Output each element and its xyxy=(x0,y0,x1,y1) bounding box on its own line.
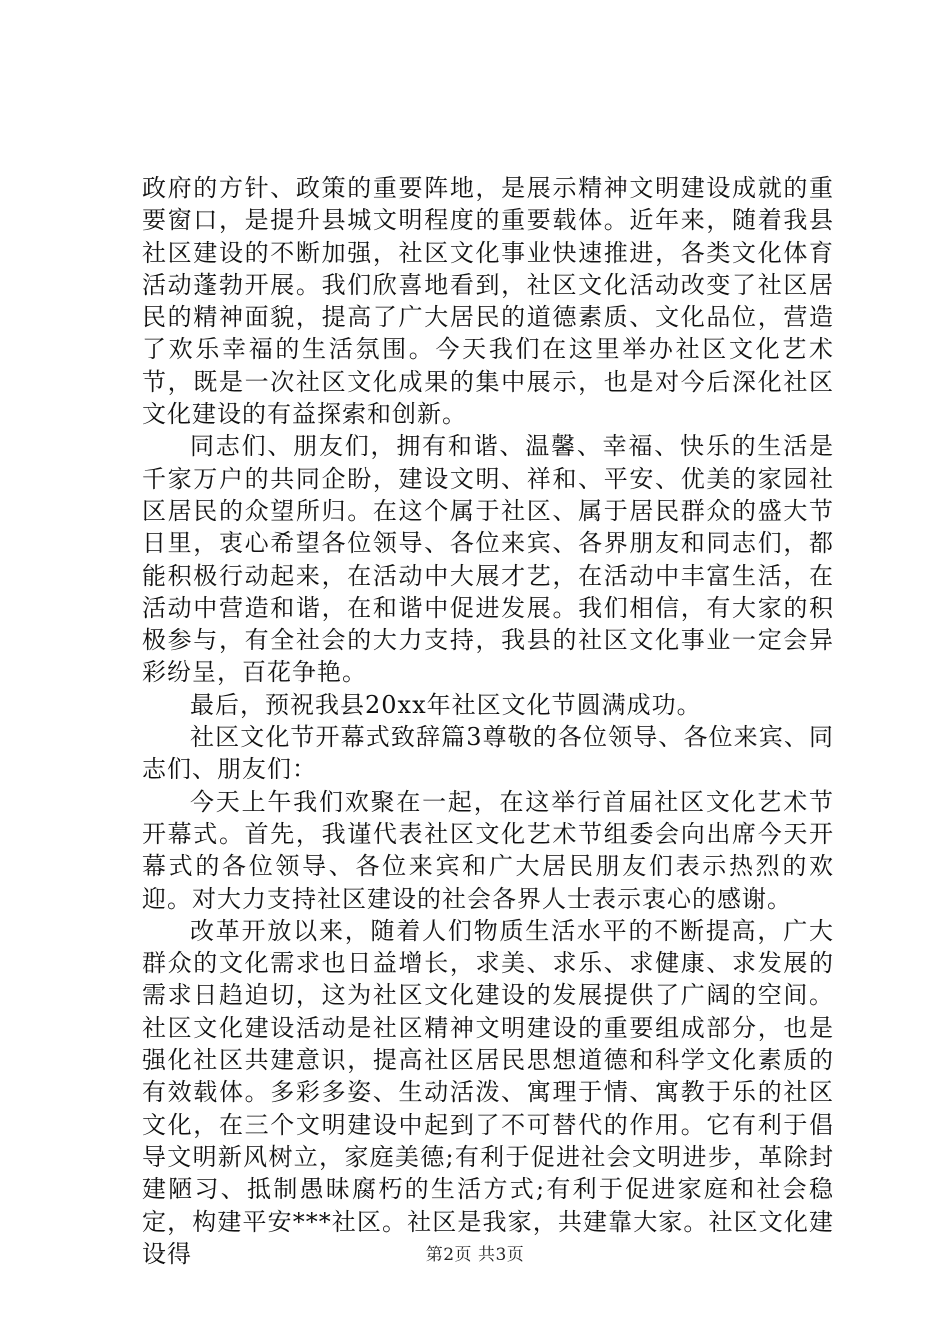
paragraph-greeting: 同志们、朋友们，拥有和谐、温馨、幸福、快乐的生活是千家万户的共同企盼，建设文明、祥和、平安、优美的家园社区居民的众望所归。在这个属于社区、属于居民群众的盛大节日里，衷心希望各位领导、各位来宾、各界朋友和同志们，都能积极行动起来，在活动中大展才艺，在活动中丰富生活，在活动中营造和谐，在和谐中促进发展。我们相信，有大家的积极参与，有全社会的大力支持，我县的社区文化事业一定会异彩纷呈，百花争艳。 xyxy=(142,432,834,687)
document-body xyxy=(142,172,834,1270)
paragraph-welcome: 今天上午我们欢聚在一起，在这举行首届社区文化艺术节开幕式。首先，我谨代表社区文化艺术节组委会向出席今天开幕式的各位领导、各位来宾和广大居民朋友们表示热烈的欢迎。对大力支持社区建设的社会各界人士表示衷心的感谢。 xyxy=(142,787,834,913)
paragraph-continuation: 政府的方针、政策的重要阵地，是展示精神文明建设成就的重要窗口，是提升县城文明程度的重要载体。近年来，随着我县社区建设的不断加强，社区文化事业快速推进，各类文化体育活动蓬勃开展。我们欣喜地看到，社区文化活动改变了社区居民的精神面貌，提高了广大居民的道德素质、文化品位，营造了欢乐幸福的生活氛围。今天我们在这里举办社区文化艺术节，既是一次社区文化成果的集中展示，也是对今后深化社区文化建设的有益探索和创新。 xyxy=(142,174,834,429)
paragraph-closing-wish: 最后，预祝我县20xx年社区文化节圆满成功。 xyxy=(190,690,702,719)
page-footer: 第2页 共3页 xyxy=(425,1245,525,1265)
paragraph-reform: 改革开放以来，随着人们物质生活水平的不断提高，广大群众的文化需求也日益增长，求美、求乐、求健康、求发展的需求日趋迫切，这为社区文化建设的发展提供了广阔的空间。社区文化建设活动是社区精神文明建设的重要组成部分，也是强化社区共建意识，提高社区居民思想道德和科学文化素质的有效载体。多彩多姿、生动活泼、寓理于情、寓教于乐的社区文化，在三个文明建设中起到了不可替代的作用。它有利于倡导文明新风树立，家庭美德;有利于促进社会文明进步，革除封建陋习、抵制愚昧腐朽的生活方式;有利于促进家庭和社会稳定，构建平安***社区。社区是我家，共建靠大家。社区文化建设得 xyxy=(142,916,834,1268)
paragraph-speech3-heading: 社区文化节开幕式致辞篇3尊敬的各位领导、各位来宾、同志们、朋友们： xyxy=(142,723,834,784)
